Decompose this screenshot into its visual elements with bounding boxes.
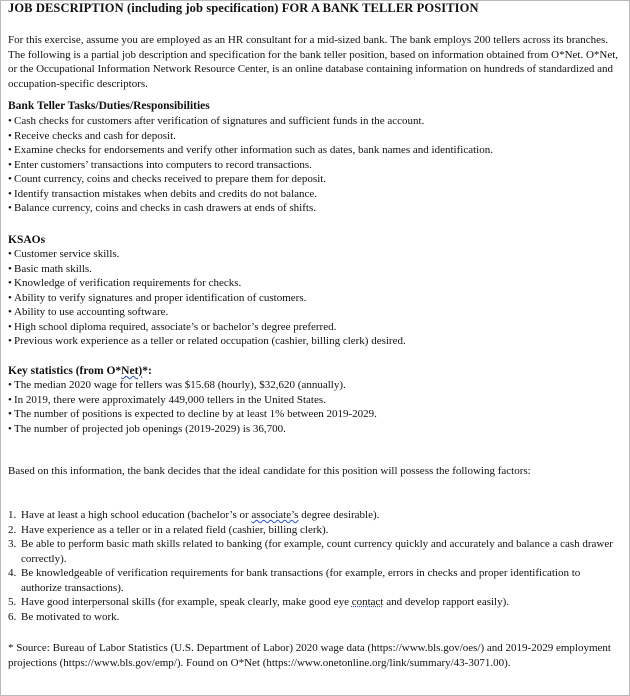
list-item: • In 2019, there were approximately 449,000 tellers in the United States. — [8, 393, 620, 408]
item-text: Have at least a high school education (bachelor’s or — [21, 509, 252, 521]
list-item: • High school diploma required, associate’s or bachelor’s degree preferred. — [8, 320, 620, 335]
item-text: Have good interpersonal skills (for example, speak clearly, make good eye — [21, 596, 352, 608]
item-text: Be able to perform basic math skills related to banking (for example, count currency quickly and accurately and balance a cash drawer correctly). — [21, 538, 613, 565]
ksaos-list — [8, 247, 620, 349]
list-item — [8, 508, 620, 523]
tasks-list — [8, 114, 620, 216]
list-item: • Examine checks for endorsements and verify other information such as dates, bank names and identification. — [8, 143, 620, 158]
list-item — [8, 610, 620, 625]
list-item: • The number of positions is expected to decline by at least 1% between 2019-2029. — [8, 407, 620, 422]
item-text: Be motivated to work. — [21, 610, 120, 623]
list-item: • The median 2020 wage for tellers was $15.68 (hourly), $32,620 (annually). — [8, 378, 620, 393]
item-text-tail: degree desirable). — [298, 509, 380, 521]
item-text-marked: associate’s — [251, 509, 299, 521]
item-number: 3. — [8, 538, 17, 550]
intro-paragraph: For this exercise, assume you are employed as an HR consultant for a mid-sized bank. The bank employs 200 tellers across its branches. The following is a partial job description and specification for the bank teller position, based on information obtained from O*Net. O*Net, or the Occupational Information Network Resource Center, is an online database containing information on hundreds of standardized and occupation-specific descriptors. — [8, 34, 619, 90]
ksaos-heading: KSAOs — [8, 234, 46, 246]
list-item: • Identify transaction mistakes when debits and credits do not balance. — [8, 187, 620, 202]
list-item: • Customer service skills. — [8, 247, 620, 262]
decision-paragraph: Based on this information, the bank decides that the ideal candidate for this position will possess the following factors: — [8, 465, 531, 477]
tasks-heading: Bank Teller Tasks/Duties/Responsibilities — [8, 100, 210, 112]
item-number: 4. — [8, 567, 17, 579]
factors-list — [8, 508, 620, 624]
item-number: 5. — [8, 596, 17, 608]
list-item — [8, 537, 620, 566]
item-text: Have experience as a teller or in a related field (cashier, billing clerk). — [21, 523, 329, 536]
document-title: JOB DESCRIPTION (including job specification) FOR A BANK TELLER POSITION — [8, 1, 479, 15]
stats-heading-net: Net) — [121, 365, 143, 377]
list-item: • Previous work experience as a teller or related occupation (cashier, billing clerk) desired. — [8, 334, 620, 349]
source-footnote: * Source: Bureau of Labor Statistics (U.S. Department of Labor) 2020 wage data (https://www.bls.gov/oes/) and 2019-2029 employment projections (https://www.bls.gov/emp/). Found on O*Net (https://www.onetonline.org/link/summary/43-3071.00). — [8, 642, 611, 669]
stats-heading-suffix: *: — [142, 365, 152, 377]
list-item: • Balance currency, coins and checks in cash drawers at ends of shifts. — [8, 201, 620, 216]
item-number: 2. — [8, 523, 17, 536]
stats-list — [8, 378, 620, 436]
list-item — [8, 523, 620, 538]
list-item: • Ability to use accounting software. — [8, 305, 620, 320]
list-item — [8, 595, 620, 610]
list-item: • Knowledge of verification requirements for checks. — [8, 276, 620, 291]
item-text: Be knowledgeable of verification requirements for bank transactions (for example, errors in checks and proper identification to authorize transactions). — [21, 567, 581, 594]
list-item: • Cash checks for customers after verification of signatures and sufficient funds in the account. — [8, 114, 620, 129]
item-number: 6. — [8, 610, 17, 623]
item-number: 1. — [8, 509, 17, 521]
list-item: • Count currency, coins and checks received to prepare them for deposit. — [8, 172, 620, 187]
item-text-tail: and develop rapport easily). — [383, 596, 510, 608]
list-item: • Receive checks and cash for deposit. — [8, 129, 620, 144]
list-item: • Ability to verify signatures and proper identification of customers. — [8, 291, 620, 306]
item-text-marked: contact — [351, 596, 384, 608]
list-item: • Enter customers’ transactions into computers to record transactions. — [8, 158, 620, 173]
stats-heading — [8, 364, 620, 379]
list-item: • The number of projected job openings (2019-2029) is 36,700. — [8, 422, 620, 437]
list-item — [8, 566, 620, 595]
stats-heading-text: Key statistics (from O* — [8, 365, 122, 377]
list-item: • Basic math skills. — [8, 262, 620, 277]
